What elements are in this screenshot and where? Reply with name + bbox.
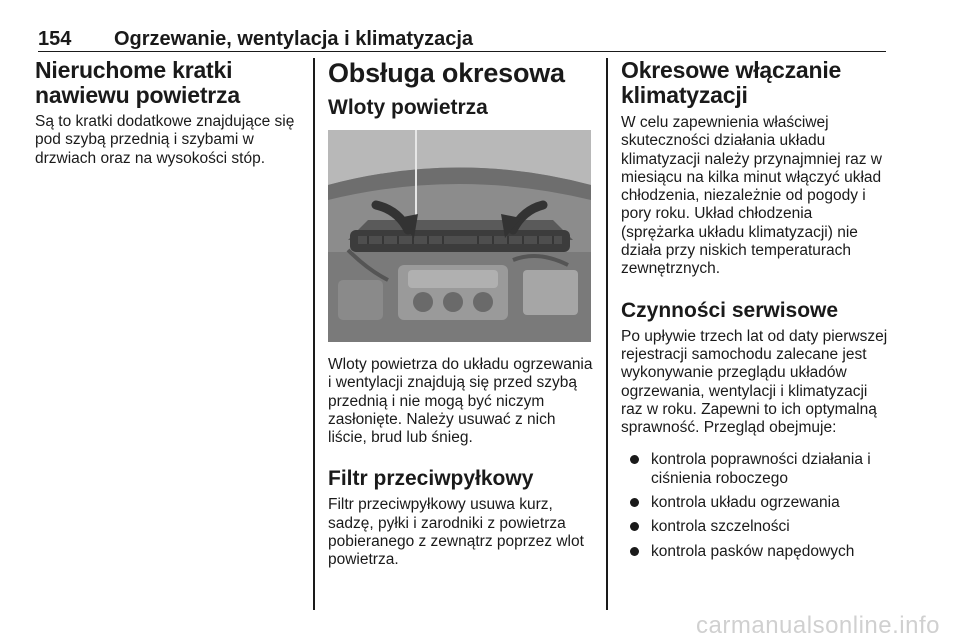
section-heading-air-vents: Nieruchome kratki nawiewu powietrza bbox=[35, 57, 240, 108]
section-heading-maintenance: Obsługa okresowa bbox=[328, 58, 565, 88]
subheading-pollen-filter: Filtr przeciwpyłkowy bbox=[328, 467, 534, 491]
figure-caption: Wloty powietrza do układu ogrzewania i wentylacji znajdują się przed szybą przednią i nie mogą być niczym zasłonięte. Należy usuwać z nich liście, brud lub śnieg. bbox=[328, 356, 593, 447]
column-right bbox=[621, 58, 889, 567]
column-middle bbox=[328, 58, 594, 570]
section-body-air-vents: Są to kratki dodatkowe znajdujące się pod szybą przednią i szybami w drzwiach oraz na wysokości stóp. bbox=[35, 113, 295, 167]
watermark: carmanualsonline.info bbox=[696, 612, 940, 639]
column-divider bbox=[606, 58, 608, 610]
list-item: kontrola układu ogrzewania bbox=[621, 494, 889, 512]
bullet-icon bbox=[630, 522, 639, 531]
bullet-icon bbox=[630, 455, 639, 464]
column-divider bbox=[313, 58, 315, 610]
ac-periodic-body: W celu zapewnienia właściwej skuteczności działania układu klimatyzacji należy przynajmniej raz w miesiącu na kilka minut włączyć układ chłodzenia, niezależnie od pogody i pory roku. Układ chłodzenia (sprężarka układu klimatyzacji) nie działa przy niskich temperaturach zewnętrznych. bbox=[621, 114, 882, 278]
subheading-air-inlets: Wloty powietrza bbox=[328, 96, 488, 119]
page-number: 154 bbox=[38, 28, 72, 50]
chapter-title: Ogrzewanie, wentylacja i klimatyzacja bbox=[114, 28, 474, 50]
service-checklist bbox=[621, 451, 889, 560]
pollen-filter-body: Filtr przeciwpyłkowy usuwa kurz, sadzę, pyłki i zarodniki z powietrza pobieranego z zewnątrz poprzez wlot powietrza. bbox=[328, 496, 584, 569]
list-item: kontrola poprawności działania i ciśnienia roboczego bbox=[621, 451, 889, 488]
bullet-icon bbox=[630, 498, 639, 507]
list-item: kontrola pasków napędowych bbox=[621, 543, 889, 561]
column-left bbox=[35, 58, 301, 168]
engine-bay-illustration-icon bbox=[328, 130, 591, 342]
page-header bbox=[38, 22, 886, 52]
service-body: Po upływie trzech lat od daty pierwszej rejestracji samochodu zalecane jest wykonywanie przeglądu układów ogrzewania, wentylacji i klimatyzacji raz w roku. Zapewni to ich optymalną sprawność. Przegląd obejmuje: bbox=[621, 327, 888, 437]
list-item: kontrola szczelności bbox=[621, 518, 889, 536]
bullet-icon bbox=[630, 547, 639, 556]
subheading-service: Czynności serwisowe bbox=[621, 298, 839, 322]
section-heading-ac-periodic: Okresowe włączanie klimatyzacji bbox=[621, 57, 842, 108]
